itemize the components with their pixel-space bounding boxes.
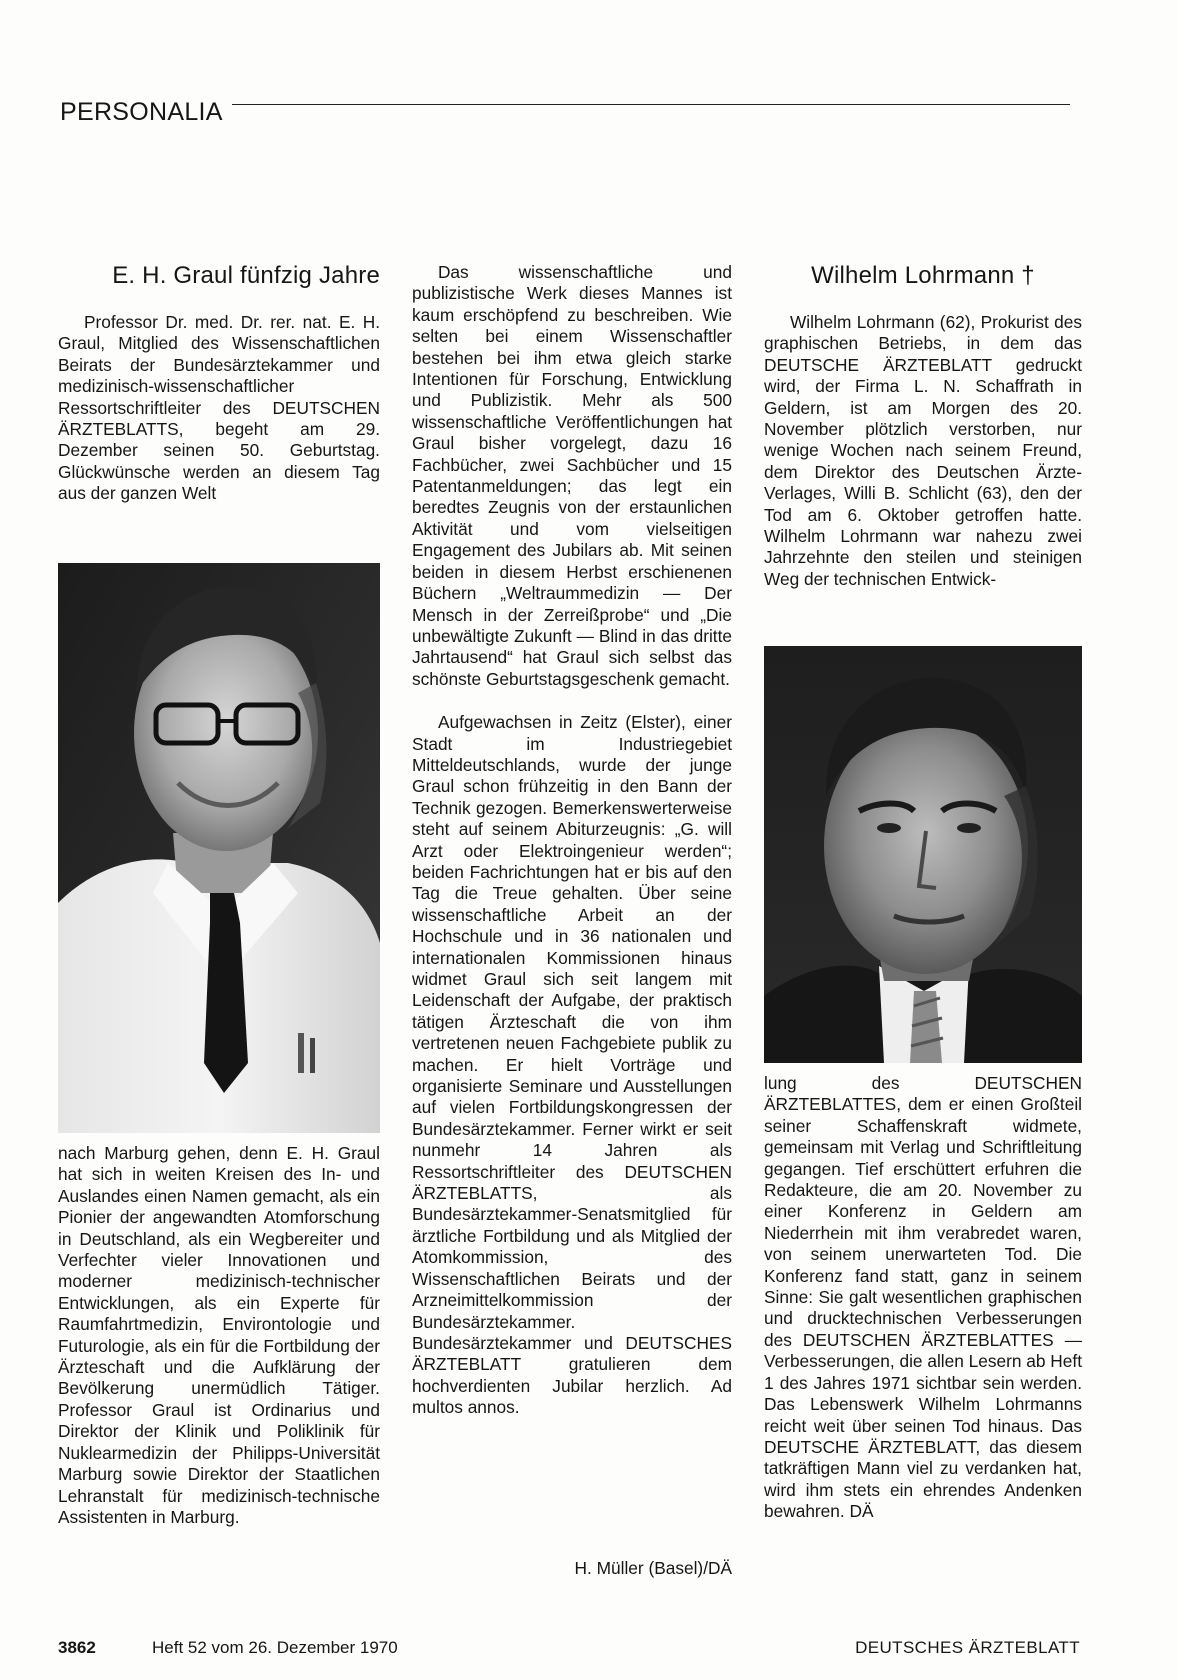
paragraph: Professor Dr. med. Dr. rer. nat. E. H. Graul, Mitglied des Wissenschaftlichen Beirats der Bundesärztekammer und medizinisch-wissenschaftlicher Ressortschriftleiter des DEUTSCHEN ÄRZTEBLATTS, begeht am 29. Dezember seinen 50. Geburtstag. Glückwünsche werden an diesem Tag aus der ganzen Welt bbox=[58, 312, 380, 504]
paragraph: Wilhelm Lohrmann (62), Prokurist des graphischen Betriebs, in dem das DEUTSCHE ÄRZTEBLATT gedruckt wird, der Firma L. N. Schaffrath in Geldern, ist am Morgen des 20. November plötzlich verstorben, nur wenige Wochen nach seinem Freund, dem Direktor des Deutschen Ärzte-Verlages, Willi B. Schlicht (63), den der Tod am 6. Oktober getroffen hatte. Wilhelm Lohrmann war nahezu zwei Jahrzehnte den steilen und steinigen Weg der technischen Entwick- bbox=[764, 312, 1082, 589]
paragraph: lung des DEUTSCHEN ÄRZTEBLATTES, dem er einen Großteil seiner Schaffenskraft widmete, gemeinsam mit Verlag und Schriftleitung gegangen. Tief erschüttert erfuhren die Redakteure, die am 20. November zu einer Konferenz in Geldern am Niederrhein mit ihm verabredet waren, von seinem unerwarteten Tod. Die Konferenz fand statt, ganz in seinem Sinne: Sie galt wesentlichen graphischen und drucktechnischen Verbesserungen des DEUTSCHEN ÄRZTEBLATTES — Verbesserungen, die allen Lesern ab Heft 1 des Jahres 1971 sichtbar sein werden. Das Lebenswerk Wilhelm Lohrmanns reicht weit über seinen Tod hinaus. Das DEUTSCHE ÄRZTEBLATT, das diesem tatkräftigen Mann viel zu verdanken hat, wird ihm stets ein ehrendes Andenken bewahren. DÄ bbox=[764, 1073, 1082, 1522]
article-lohrmann-col3-top bbox=[764, 312, 1082, 590]
journal-name: DEUTSCHES ÄRZTEBLATT bbox=[855, 1638, 1080, 1657]
article-lohrmann-title: Wilhelm Lohrmann † bbox=[811, 262, 1035, 289]
page-header bbox=[60, 92, 1070, 132]
article-graul-title: E. H. Graul fünfzig Jahre bbox=[112, 262, 380, 289]
portrait-lohrmann-photo bbox=[764, 646, 1082, 1063]
portrait-graul-photo bbox=[58, 563, 380, 1133]
paragraph: Aufgewachsen in Zeitz (Elster), einer Stadt im Industriegebiet Mitteldeutschlands, wurde der junge Graul schon frühzeitig in den Bann der Technik gezogen. Bemerkenswerterweise steht auf seinem Abiturzeugnis: „G. will Arzt oder Elektroingenieur werden“; beiden Fachrichtungen hat er bis auf den Tag die Treue gehalten. Über seine wissenschaftliche Arbeit an der Hochschule und in 36 nationalen und internationalen Kommissionen hinaus widmet Graul sich seit langem mit Leidenschaft der Aufgabe, der praktisch tätigen Ärzteschaft die von ihm vertretenen neuen Fachgebiete publik zu machen. Er hielt Vorträge und organisierte Seminare und Ausstellungen auf vielen Fortbildungskongressen der Bundesärztekammer. Ferner wirkt er seit nunmehr 14 Jahren als Ressortschriftleiter des DEUTSCHEN ÄRZTEBLATTS, als Bundesärztekammer-Senatsmitglied für ärztliche Fortbildung und als Mitglied der Atomkommission, des Wissenschaftlichen Beirats und der Arzneimittelkommission der Bundesärztekammer. Bundesärztekammer und DEUTSCHES ÄRZTEBLATT gratulieren dem hochverdienten Jubilar herzlich. Ad multos annos. bbox=[412, 712, 732, 1418]
article-graul-col1-top bbox=[58, 312, 380, 505]
page-number: 3862 bbox=[58, 1638, 96, 1657]
paragraph: Das wissenschaftliche und publizistische Werk dieses Mannes ist kaum erschöpfend zu beschreiben. Wie selten bei einem Wissenschaftler bestehen bei ihm etwa gleich starke Intentionen für Forschung, Entwicklung und Publizistik. Mehr als 500 wissenschaftliche Veröffentlichungen hat Graul bisher vorgelegt, dazu 16 Fachbücher, zwei Sachbücher und 15 Patentanmeldungen; das legt ein beredtes Zeugnis von der erstaunlichen Aktivität und vom vielseitigen Engagement des Jubilars ab. Mit seinen beiden in diesem Herbst erschienenen Büchern „Weltraummedizin — Der Mensch in der Zerreißprobe“ und „Die unbewältigte Zukunft — Blind in das dritte Jahrtausend“ hat Graul sich selbst das schönste Geburtstagsgeschenk gemacht. bbox=[412, 262, 732, 689]
article-graul-col2 bbox=[412, 262, 732, 1419]
header-rule bbox=[232, 104, 1070, 105]
article-graul-signature: H. Müller (Basel)/DÄ bbox=[574, 1558, 732, 1578]
article-lohrmann-col3-bottom bbox=[764, 1073, 1082, 1523]
article-graul-col1-bottom bbox=[58, 1143, 380, 1528]
section-title: PERSONALIA bbox=[60, 98, 223, 126]
paragraph: nach Marburg gehen, denn E. H. Graul hat sich in weiten Kreisen des In- und Auslandes einen Namen gemacht, als ein Pionier der angewandten Atomforschung in Deutschland, als ein Wegbereiter und Verfechter vieler Innovationen und moderner medizinisch-technischer Entwicklungen, als ein Experte für Raumfahrtmedizin, Environtologie und Futurologie, als ein für die Fortbildung der Ärzteschaft und die Aufklärung der Bevölkerung unermüdlich Tätiger. Professor Graul ist Ordinarius und Direktor der Klinik und Poliklinik für Nuklearmedizin der Philipps-Universität Marburg sowie Direktor der Staatlichen Lehranstalt für medizinisch-technische Assistenten in Marburg. bbox=[58, 1143, 380, 1527]
issue-info: Heft 52 vom 26. Dezember 1970 bbox=[152, 1638, 398, 1657]
